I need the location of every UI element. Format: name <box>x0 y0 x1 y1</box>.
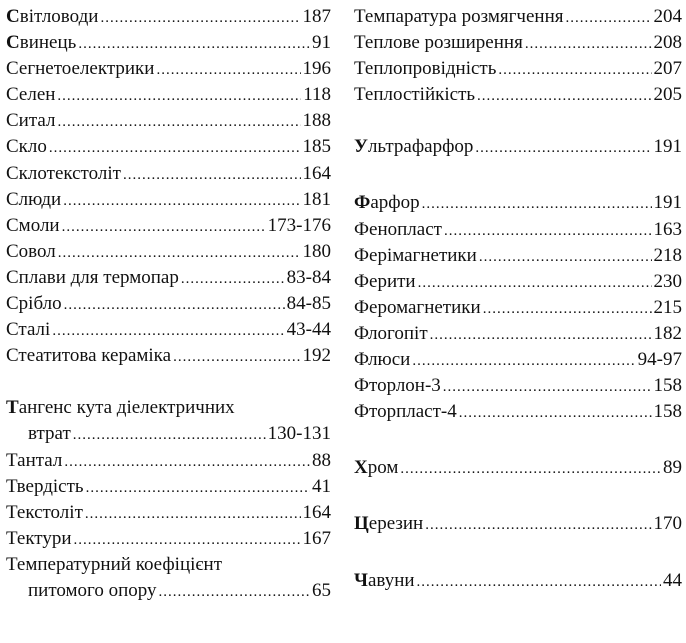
entry-page: 208 <box>653 32 682 54</box>
entry-leader-dots <box>430 322 652 348</box>
entry-term-rest: Смоли <box>6 214 60 236</box>
entry-term: Ферімагнетики <box>354 244 477 266</box>
index-entry <box>354 30 682 56</box>
entry-leader-dots <box>173 344 300 370</box>
entry-leader-dots <box>443 374 652 400</box>
index-entry <box>354 217 682 243</box>
group-spacer <box>354 160 682 190</box>
index-entry <box>6 317 331 343</box>
index-entry <box>6 239 331 265</box>
entry-term <box>6 265 179 291</box>
index-entry <box>354 295 682 321</box>
entry-term: Феромагнетики <box>354 296 481 318</box>
entry-term: Фенопласт <box>354 218 442 240</box>
entry-page: 207 <box>653 58 682 80</box>
index-entry <box>6 526 331 552</box>
entry-leader-dots <box>417 569 661 595</box>
entry-leader-dots <box>64 449 310 475</box>
index-entry <box>354 243 682 269</box>
entry-page: 44 <box>663 569 682 591</box>
index-group-ch <box>354 568 682 594</box>
entry-page: 185 <box>302 136 331 158</box>
entry-initial-letter: Т <box>6 397 19 419</box>
entry-term: Твердість <box>6 475 84 497</box>
entry-term: Темпаратура розмягчення <box>354 6 564 27</box>
entry-term <box>6 82 55 108</box>
entry-initial-letter: С <box>6 6 20 27</box>
index-entry-list <box>6 448 331 552</box>
entry-term-rest: льтрафарфор <box>367 136 474 158</box>
entry-term-rest: ангенс кута діелектричних <box>18 397 235 419</box>
group-spacer <box>354 425 682 455</box>
entry-term: питомого опору <box>28 579 157 601</box>
entry-initial-letter: Ц <box>354 513 369 535</box>
index-entry <box>354 4 682 30</box>
entry-leader-dots <box>58 240 301 266</box>
entry-term-rest: вітловоди <box>19 6 99 27</box>
entry-page: 83-84 <box>286 266 331 288</box>
entry-term-rest: арфор <box>370 192 420 214</box>
entry-page: 164 <box>302 501 331 523</box>
index-entry <box>6 56 331 82</box>
index-entry <box>6 82 331 108</box>
index-entry <box>6 265 331 291</box>
entry-leader-dots <box>74 527 301 553</box>
index-entry <box>354 347 682 373</box>
entry-page: 118 <box>303 84 331 106</box>
index-group-s <box>6 4 331 369</box>
entry-page: 215 <box>653 296 682 318</box>
entry-term <box>6 187 61 213</box>
entry-term <box>354 190 420 216</box>
index-entry <box>6 448 331 474</box>
entry-leader-dots <box>475 135 651 161</box>
entry-leader-dots <box>85 501 301 527</box>
index-column-right <box>354 4 682 594</box>
entry-term-rest: Совол <box>6 240 56 262</box>
entry-initial-letter: С <box>6 32 20 54</box>
index-entry <box>354 269 682 295</box>
entry-page: 230 <box>653 270 682 292</box>
entry-term: Теплове розширення <box>354 32 523 54</box>
group-spacer <box>354 481 682 511</box>
entry-page: 88 <box>312 449 331 471</box>
entry-term: Тектури <box>6 527 72 549</box>
entry-leader-dots <box>57 83 301 109</box>
entry-term-rest: Ситал <box>6 110 56 132</box>
index-entry <box>354 82 682 108</box>
index-group-t-continued <box>354 4 682 108</box>
entry-page: 91 <box>312 32 331 54</box>
entry-page: 191 <box>653 192 682 214</box>
entry-leader-dots <box>100 5 300 31</box>
entry-term-rest: Скло <box>6 136 47 158</box>
entry-page: 158 <box>653 401 682 423</box>
entry-leader-dots <box>525 31 652 57</box>
entry-term-rest: Слюди <box>6 188 62 210</box>
index-entry <box>6 213 331 239</box>
entry-page: 182 <box>653 322 682 344</box>
entry-term: втрат <box>28 423 71 445</box>
entry-page: 187 <box>302 6 331 27</box>
entry-leader-dots <box>78 31 310 57</box>
entry-page: 205 <box>653 84 682 106</box>
entry-term <box>354 455 398 481</box>
entry-leader-dots <box>479 244 652 270</box>
index-entry <box>354 56 682 82</box>
entry-term: Теплостійкість <box>354 84 476 106</box>
index-entry <box>6 4 331 30</box>
entry-page: 41 <box>312 475 331 497</box>
index-group-ts <box>354 511 682 537</box>
index-group-t <box>6 395 331 604</box>
entry-page: 89 <box>663 457 682 479</box>
entry-term-rest: ром <box>367 457 399 479</box>
index-group-u <box>354 134 682 160</box>
index-entry <box>354 455 682 481</box>
entry-initial-letter: Х <box>354 457 368 479</box>
entry-page: 43-44 <box>286 319 331 341</box>
index-entry <box>6 474 331 500</box>
entry-leader-dots <box>52 318 284 344</box>
entry-page: 94-97 <box>637 349 682 371</box>
entry-term-rest: Сплави для термопар <box>6 266 179 288</box>
entry-term-rest: Склотекстоліт <box>6 162 121 184</box>
index-entry <box>6 421 331 447</box>
entry-leader-dots <box>63 188 300 214</box>
group-spacer <box>6 369 331 395</box>
entry-term-rest: Селен <box>6 84 56 106</box>
entry-page: 84-85 <box>286 293 331 315</box>
index-entry <box>6 134 331 160</box>
index-group-kh <box>354 455 682 481</box>
entry-initial-letter: У <box>354 136 368 158</box>
index-entry <box>6 108 331 134</box>
entry-leader-dots <box>73 422 266 448</box>
entry-page: 158 <box>653 375 682 397</box>
entry-term-rest: Срібло <box>6 293 62 315</box>
index-entry <box>354 134 682 160</box>
entry-term <box>354 568 415 594</box>
entry-page: 180 <box>302 240 331 262</box>
entry-term: Тантал <box>6 449 63 471</box>
group-spacer <box>354 538 682 568</box>
entry-initial-letter: Ф <box>354 192 371 214</box>
index-entry <box>6 291 331 317</box>
entry-page: 173-176 <box>267 214 331 236</box>
index-entry <box>354 568 682 594</box>
entry-page: 204 <box>653 6 682 27</box>
entry-term <box>6 4 98 30</box>
entry-leader-dots <box>418 270 652 296</box>
index-entry <box>6 500 331 526</box>
index-entry <box>354 190 682 216</box>
index-entry <box>6 187 331 213</box>
entry-term <box>6 343 171 369</box>
index-entry <box>6 161 331 187</box>
entry-term: Теплопровідність <box>354 58 497 80</box>
entry-page: 191 <box>653 136 682 158</box>
entry-term <box>6 291 62 317</box>
entry-leader-dots <box>483 296 652 322</box>
entry-leader-dots <box>477 83 651 109</box>
entry-term <box>6 239 56 265</box>
entry-term-rest: Сегнетоелектрики <box>6 58 155 80</box>
entry-term-rest: Сталі <box>6 319 51 341</box>
entry-page: 167 <box>302 527 331 549</box>
entry-term-rest: винець <box>19 32 77 54</box>
entry-leader-dots <box>565 5 651 31</box>
entry-term <box>6 30 76 56</box>
group-spacer <box>354 108 682 134</box>
index-entry <box>354 321 682 347</box>
entry-leader-dots <box>181 266 285 292</box>
entry-term <box>6 213 60 239</box>
entry-page: 163 <box>653 218 682 240</box>
index-entry-term: Температурний коефіцієнт <box>6 553 223 575</box>
entry-leader-dots <box>64 292 285 318</box>
entry-term <box>354 511 423 537</box>
entry-term <box>6 56 154 82</box>
entry-page: 218 <box>653 244 682 266</box>
entry-leader-dots <box>49 135 301 161</box>
entry-leader-dots <box>498 57 651 83</box>
index-entry <box>354 399 682 425</box>
entry-term-rest: Стеатитова кераміка <box>6 345 172 367</box>
entry-term <box>6 161 121 187</box>
entry-leader-dots <box>444 218 652 244</box>
entry-leader-dots <box>159 579 310 605</box>
entry-page: 188 <box>302 110 331 132</box>
entry-term <box>6 108 55 134</box>
index-entry <box>354 373 682 399</box>
entry-leader-dots <box>62 214 266 240</box>
index-entry <box>354 511 682 537</box>
entry-term: Флюси <box>354 349 411 371</box>
index-entry <box>6 578 331 604</box>
entry-page: 181 <box>302 188 331 210</box>
entry-leader-dots <box>400 456 661 482</box>
entry-term-rest: ерезин <box>368 513 424 535</box>
index-column-left <box>6 4 331 604</box>
entry-leader-dots <box>425 512 651 538</box>
entry-leader-dots <box>156 57 300 83</box>
index-group-f <box>354 190 682 425</box>
entry-initial-letter: Ч <box>354 569 368 591</box>
entry-leader-dots <box>57 109 300 135</box>
entry-term-rest: авуни <box>367 569 415 591</box>
entry-leader-dots <box>412 348 635 374</box>
index-entry-term <box>6 395 331 421</box>
index-entry <box>6 343 331 369</box>
entry-page: 65 <box>312 579 331 601</box>
entry-page: 130-131 <box>267 423 331 445</box>
entry-term: Фторпласт-4 <box>354 401 457 423</box>
entry-term <box>6 134 47 160</box>
entry-leader-dots <box>123 162 301 188</box>
entry-page: 170 <box>653 513 682 535</box>
entry-page: 192 <box>302 345 331 367</box>
entry-term: Флогопіт <box>354 322 428 344</box>
entry-leader-dots <box>459 400 652 426</box>
entry-term: Фторлон-3 <box>354 375 441 397</box>
entry-term: Текстоліт <box>6 501 83 523</box>
entry-term <box>6 317 50 343</box>
entry-leader-dots <box>422 191 652 217</box>
index-entry <box>6 30 331 56</box>
entry-leader-dots <box>86 475 310 501</box>
entry-page: 196 <box>302 58 331 80</box>
entry-term <box>354 134 473 160</box>
entry-page: 164 <box>302 162 331 184</box>
entry-term: Ферити <box>354 270 416 292</box>
